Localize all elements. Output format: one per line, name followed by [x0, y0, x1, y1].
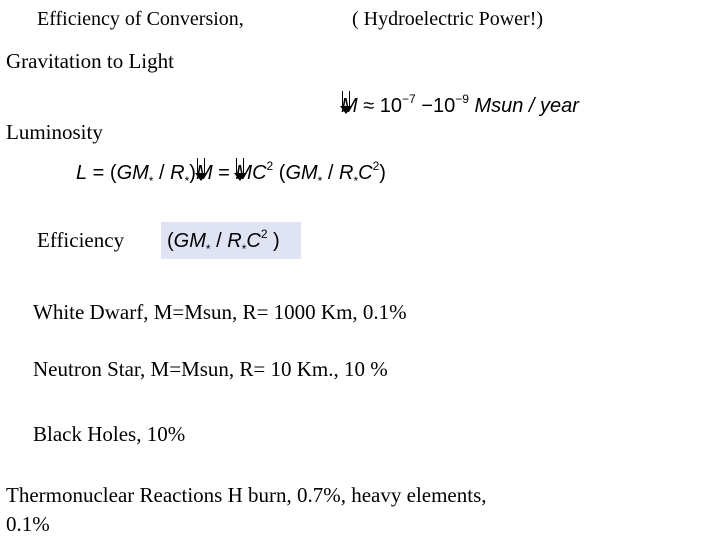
luminosity-equation: $L = (GM_* / R_*)M = MC^2$ $(GM_* / R_*C^2)$ [76, 159, 386, 188]
section-efficiency: Efficiency [37, 228, 125, 252]
example-black-holes: Black Holes, 10% [33, 422, 186, 446]
mdot-equation: $M \approx 10^{-7} -10^{-9}$ Msun / year [341, 92, 579, 117]
example-white-dwarf: White Dwarf, M=Msun, R= 1000 Km, 0.1% [33, 300, 407, 324]
example-neutron-star: Neutron Star, M=Msun, R= 10 Km., 10 % [33, 357, 388, 381]
footer-line-1: Thermonuclear Reactions H burn, 0.7%, heavy elements, [6, 483, 487, 507]
section-gravitation: Gravitation to Light [6, 49, 174, 73]
efficiency-equation: ($GM_* / R_*C^2$ ) [167, 227, 280, 256]
mdot-symbol: M [341, 95, 358, 117]
approx-symbol: ≈ [363, 95, 375, 117]
title-right: ( Hydroelectric Power!) [352, 8, 544, 30]
title-left: Efficiency of Conversion, [37, 8, 244, 30]
footer-line-2: 0.1% [6, 512, 50, 536]
section-luminosity: Luminosity [6, 120, 103, 144]
